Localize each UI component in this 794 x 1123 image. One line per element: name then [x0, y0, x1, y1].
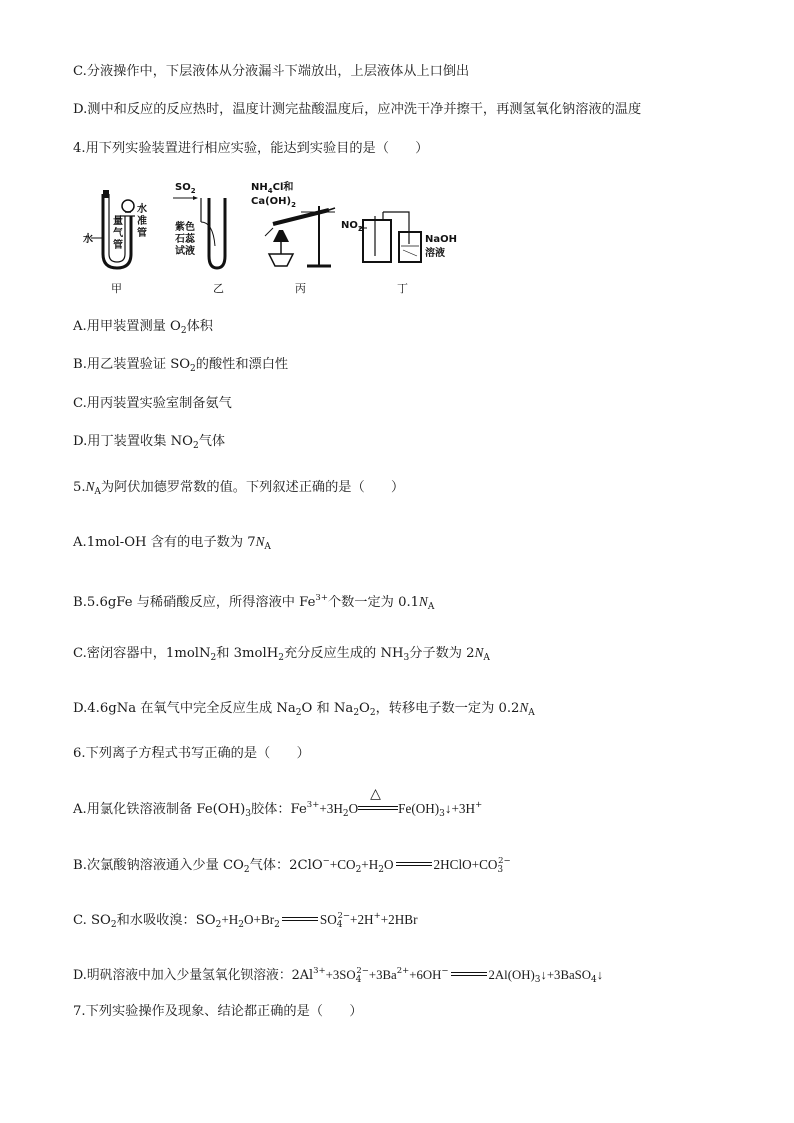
caption-ding: 丁: [397, 282, 408, 295]
label-so2: $SO_2$: [175, 182, 196, 195]
label-litmus-2: 石蕊: [175, 234, 195, 245]
question-7: 7.下列实验操作及现象、结论都正确的是（ ）: [73, 1004, 363, 1019]
option-d-text: D.测中和反应的反应热时，温度计测完盐酸温度后，应冲洗干净并擦干，再测氢氧化钠溶液的温度: [73, 102, 642, 117]
apparatus-figure: [73, 176, 465, 296]
label-naoh-solution: 溶液: [425, 248, 445, 259]
equals-sign: [282, 917, 318, 921]
label-naoh: NaOH: [425, 234, 457, 245]
label-no2: $NO_2$: [341, 220, 363, 233]
label-level-tube-2: 准: [137, 216, 147, 227]
label-litmus-1: 紫色: [175, 222, 195, 233]
caption-bing: 丙: [295, 282, 306, 295]
heating-equals-sign: △: [358, 801, 398, 819]
caption-yi: 乙: [213, 282, 224, 295]
apparatus-yi: [173, 182, 225, 268]
question-5: $5.N_A$为阿伏加德罗常数的值。下列叙述正确的是（ ）: [73, 479, 405, 497]
apparatus-bing: [251, 180, 335, 266]
q6-option-d: D.明矾溶液中加入少量氢氧化钡溶液：$2Al^{3+}+3SO_4^{2-}+3Ba^{2+}+6OH^-$ $2Al(OH)_3↓+3BaSO_4↓$: [73, 966, 604, 985]
q6-option-c: C. $SO_2$和水吸收溴：$SO_2+H_2O+Br_2$ $SO_4^{2-}+2H^++2HBr$: [73, 911, 418, 930]
apparatus-jia: [83, 190, 147, 268]
q4-option-c: C.用丙装置实验室制备氨气: [73, 396, 232, 411]
label-nh4cl: $NH_4Cl$和: [251, 182, 294, 195]
option-c-text: C.分液操作中，下层液体从分液漏斗下端放出，上层液体从上口倒出: [73, 64, 470, 79]
q6-option-a: A.用氯化铁溶液制备 $Fe(OH)_3$胶体：$Fe^{3+}+3H_2O$ △ $Fe(OH)_3↓+3H^+$: [73, 786, 483, 819]
label-gas-tube-1: 量: [113, 216, 123, 227]
option-d-reaction-heat: [73, 101, 641, 119]
q5-option-a: A.1mol-OH 含有的电子数为 $7N_A$: [73, 534, 271, 552]
label-litmus-3: 试液: [175, 246, 195, 257]
q4-option-a: A.用甲装置测量 $O_2$体积: [73, 319, 213, 336]
q6-option-b: B.次氯酸钠溶液通入少量 $CO_2$气体：$2ClO^-+CO_2+H_2O$ $2HClO+CO_3^{2-}$: [73, 856, 511, 875]
q5-option-d: D.4.6gNa 在氧气中完全反应生成 $Na_2O$ 和 $Na_2O_2$，转移电子数一定为 $0.2N_A$: [73, 700, 535, 718]
question-4: [73, 140, 428, 158]
equals-sign: [451, 972, 487, 976]
equals-sign: [396, 862, 432, 866]
q5-option-c: C.密闭容器中，1molN$_2$和 3molH$_2$充分反应生成的 $NH_3$分子数为 $2N_A$: [73, 645, 490, 663]
label-gas-tube-2: 气: [113, 228, 123, 239]
label-gas-tube-3: 管: [113, 240, 123, 251]
apparatus-ding: [341, 212, 457, 262]
q5-option-b: B.5.6gFe 与稀硝酸反应，所得溶液中 $Fe^{3+}$个数一定为 $0.1N_A$: [73, 593, 435, 612]
question-4-text: 4.用下列实验装置进行相应实验，能达到实验目的是（ ）: [73, 141, 429, 156]
label-caoh2: $Ca(OH)_2$: [251, 196, 296, 209]
caption-jia: 甲: [111, 282, 122, 295]
label-level-tube-1: 水: [137, 204, 147, 215]
q4-option-b: B.用乙装置验证 $SO_2$的酸性和漂白性: [73, 357, 289, 374]
q4-option-d: D.用丁装置收集 $NO_2$气体: [73, 434, 226, 451]
label-level-tube-3: 管: [137, 228, 147, 239]
label-water: 水: [83, 234, 93, 245]
option-c-separation: [73, 63, 469, 81]
question-6: 6.下列离子方程式书写正确的是（ ）: [73, 746, 310, 761]
